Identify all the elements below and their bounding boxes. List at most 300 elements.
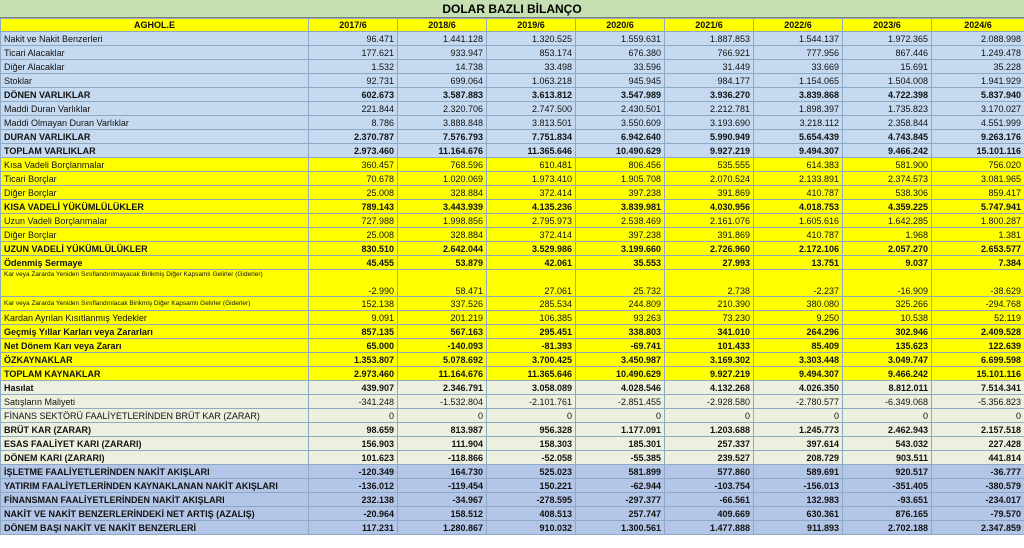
- value-cell[interactable]: 441.814: [932, 451, 1024, 465]
- row-label[interactable]: Diğer Borçlar: [1, 228, 309, 242]
- value-cell[interactable]: 45.455: [309, 256, 398, 270]
- value-cell[interactable]: 1.353.807: [309, 353, 398, 367]
- row-label[interactable]: ESAS FAALİYET KARI (ZARARI): [1, 437, 309, 451]
- value-cell[interactable]: -69.741: [576, 339, 665, 353]
- value-cell[interactable]: 397.238: [576, 228, 665, 242]
- value-cell[interactable]: 239.527: [665, 451, 754, 465]
- value-cell[interactable]: 4.028.546: [576, 381, 665, 395]
- value-cell[interactable]: 2.157.518: [932, 423, 1024, 437]
- value-cell[interactable]: 3.443.939: [398, 200, 487, 214]
- value-cell[interactable]: -120.349: [309, 465, 398, 479]
- year-header[interactable]: 2019/6: [487, 19, 576, 32]
- row-label[interactable]: Diğer Borçlar: [1, 186, 309, 200]
- value-cell[interactable]: 984.177: [665, 74, 754, 88]
- row-label[interactable]: Nakit ve Nakit Benzerleri: [1, 32, 309, 46]
- value-cell[interactable]: 35.228: [932, 60, 1024, 74]
- value-cell[interactable]: 1.800.287: [932, 214, 1024, 228]
- value-cell[interactable]: 92.731: [309, 74, 398, 88]
- value-cell[interactable]: 111.904: [398, 437, 487, 451]
- value-cell[interactable]: 9.466.242: [843, 367, 932, 381]
- value-cell[interactable]: 1.381: [932, 228, 1024, 242]
- value-cell[interactable]: 699.064: [398, 74, 487, 88]
- row-label[interactable]: Kar veya Zararda Yeniden Sınıflandırılacak Birikmiş Diğer Kapsamlı Gelirler (Giderler): [1, 297, 309, 311]
- value-cell[interactable]: 98.659: [309, 423, 398, 437]
- value-cell[interactable]: 408.513: [487, 507, 576, 521]
- value-cell[interactable]: 2.795.973: [487, 214, 576, 228]
- value-cell[interactable]: 409.669: [665, 507, 754, 521]
- value-cell[interactable]: 0: [665, 409, 754, 423]
- value-cell[interactable]: -1.532.804: [398, 395, 487, 409]
- value-cell[interactable]: 25.008: [309, 228, 398, 242]
- value-cell[interactable]: 813.987: [398, 423, 487, 437]
- value-cell[interactable]: 2.462.943: [843, 423, 932, 437]
- value-cell[interactable]: 525.023: [487, 465, 576, 479]
- value-cell[interactable]: -380.579: [932, 479, 1024, 493]
- value-cell[interactable]: 338.803: [576, 325, 665, 339]
- value-cell[interactable]: 3.700.425: [487, 353, 576, 367]
- value-cell[interactable]: -294.768: [932, 297, 1024, 311]
- value-cell[interactable]: 945.945: [576, 74, 665, 88]
- value-cell[interactable]: 1.441.128: [398, 32, 487, 46]
- value-cell[interactable]: 0: [843, 409, 932, 423]
- value-cell[interactable]: 2.172.106: [754, 242, 843, 256]
- value-cell[interactable]: 911.893: [754, 521, 843, 535]
- value-cell[interactable]: 208.729: [754, 451, 843, 465]
- value-cell[interactable]: 857.135: [309, 325, 398, 339]
- row-label[interactable]: DÖNEN VARLIKLAR: [1, 88, 309, 102]
- value-cell[interactable]: 2.738: [665, 270, 754, 297]
- value-cell[interactable]: 630.361: [754, 507, 843, 521]
- value-cell[interactable]: 391.869: [665, 186, 754, 200]
- value-cell[interactable]: 52.119: [932, 311, 1024, 325]
- value-cell[interactable]: 58.471: [398, 270, 487, 297]
- value-cell[interactable]: 2.726.960: [665, 242, 754, 256]
- value-cell[interactable]: 806.456: [576, 158, 665, 172]
- value-cell[interactable]: 3.813.501: [487, 116, 576, 130]
- value-cell[interactable]: 535.555: [665, 158, 754, 172]
- value-cell[interactable]: 910.032: [487, 521, 576, 535]
- row-label[interactable]: Stoklar: [1, 74, 309, 88]
- row-label[interactable]: Diğer Alacaklar: [1, 60, 309, 74]
- value-cell[interactable]: 150.221: [487, 479, 576, 493]
- row-label[interactable]: Ticari Borçlar: [1, 172, 309, 186]
- value-cell[interactable]: 2.642.044: [398, 242, 487, 256]
- value-cell[interactable]: 3.550.609: [576, 116, 665, 130]
- value-cell[interactable]: 410.787: [754, 228, 843, 242]
- row-label[interactable]: Ticari Alacaklar: [1, 46, 309, 60]
- value-cell[interactable]: -2.237: [754, 270, 843, 297]
- value-cell[interactable]: 2.374.573: [843, 172, 932, 186]
- value-cell[interactable]: 70.678: [309, 172, 398, 186]
- value-cell[interactable]: 5.654.439: [754, 130, 843, 144]
- value-cell[interactable]: 777.956: [754, 46, 843, 60]
- value-cell[interactable]: 3.199.660: [576, 242, 665, 256]
- value-cell[interactable]: -20.964: [309, 507, 398, 521]
- value-cell[interactable]: 3.058.089: [487, 381, 576, 395]
- value-cell[interactable]: 380.080: [754, 297, 843, 311]
- row-label[interactable]: İŞLETME FAALİYETLERİNDEN NAKİT AKIŞLARI: [1, 465, 309, 479]
- value-cell[interactable]: 0: [398, 409, 487, 423]
- value-cell[interactable]: 9.927.219: [665, 367, 754, 381]
- value-cell[interactable]: 3.081.965: [932, 172, 1024, 186]
- value-cell[interactable]: 5.747.941: [932, 200, 1024, 214]
- value-cell[interactable]: 0: [576, 409, 665, 423]
- row-label[interactable]: BRÜT KAR (ZARAR): [1, 423, 309, 437]
- value-cell[interactable]: 2.358.844: [843, 116, 932, 130]
- value-cell[interactable]: 676.380: [576, 46, 665, 60]
- value-cell[interactable]: -297.377: [576, 493, 665, 507]
- value-cell[interactable]: 372.414: [487, 228, 576, 242]
- value-cell[interactable]: 2.653.577: [932, 242, 1024, 256]
- value-cell[interactable]: 4.359.225: [843, 200, 932, 214]
- value-cell[interactable]: 14.738: [398, 60, 487, 74]
- value-cell[interactable]: 867.446: [843, 46, 932, 60]
- value-cell[interactable]: 3.839.868: [754, 88, 843, 102]
- value-cell[interactable]: 756.020: [932, 158, 1024, 172]
- value-cell[interactable]: 3.193.690: [665, 116, 754, 130]
- value-cell[interactable]: 0: [754, 409, 843, 423]
- value-cell[interactable]: -38.629: [932, 270, 1024, 297]
- value-cell[interactable]: 439.907: [309, 381, 398, 395]
- value-cell[interactable]: 2.973.460: [309, 367, 398, 381]
- value-cell[interactable]: 2.320.706: [398, 102, 487, 116]
- value-cell[interactable]: 156.903: [309, 437, 398, 451]
- value-cell[interactable]: -2.928.580: [665, 395, 754, 409]
- value-cell[interactable]: 2.409.528: [932, 325, 1024, 339]
- value-cell[interactable]: 1.972.365: [843, 32, 932, 46]
- row-label[interactable]: Uzun Vadeli Borçlanmalar: [1, 214, 309, 228]
- value-cell[interactable]: 602.673: [309, 88, 398, 102]
- value-cell[interactable]: 3.936.270: [665, 88, 754, 102]
- value-cell[interactable]: 1.249.478: [932, 46, 1024, 60]
- value-cell[interactable]: 2.161.076: [665, 214, 754, 228]
- value-cell[interactable]: -55.385: [576, 451, 665, 465]
- value-cell[interactable]: 27.993: [665, 256, 754, 270]
- value-cell[interactable]: -2.101.761: [487, 395, 576, 409]
- value-cell[interactable]: 4.018.753: [754, 200, 843, 214]
- value-cell[interactable]: 85.409: [754, 339, 843, 353]
- value-cell[interactable]: 3.547.989: [576, 88, 665, 102]
- value-cell[interactable]: -52.058: [487, 451, 576, 465]
- value-cell[interactable]: 1.898.397: [754, 102, 843, 116]
- row-label[interactable]: KISA VADELİ YÜKÜMLÜLÜKLER: [1, 200, 309, 214]
- value-cell[interactable]: 158.512: [398, 507, 487, 521]
- value-cell[interactable]: 567.163: [398, 325, 487, 339]
- value-cell[interactable]: 5.078.692: [398, 353, 487, 367]
- value-cell[interactable]: -62.944: [576, 479, 665, 493]
- value-cell[interactable]: 1.998.856: [398, 214, 487, 228]
- value-cell[interactable]: 302.946: [843, 325, 932, 339]
- value-cell[interactable]: 4.135.236: [487, 200, 576, 214]
- year-header[interactable]: 2024/6: [932, 19, 1024, 32]
- value-cell[interactable]: 1.504.008: [843, 74, 932, 88]
- value-cell[interactable]: -119.454: [398, 479, 487, 493]
- value-cell[interactable]: 2.430.501: [576, 102, 665, 116]
- value-cell[interactable]: 2.212.781: [665, 102, 754, 116]
- value-cell[interactable]: 10.490.629: [576, 144, 665, 158]
- value-cell[interactable]: 9.494.307: [754, 367, 843, 381]
- value-cell[interactable]: 11.365.646: [487, 144, 576, 158]
- value-cell[interactable]: 101.623: [309, 451, 398, 465]
- value-cell[interactable]: 5.837.940: [932, 88, 1024, 102]
- value-cell[interactable]: 27.061: [487, 270, 576, 297]
- value-cell[interactable]: 227.428: [932, 437, 1024, 451]
- value-cell[interactable]: 1.300.561: [576, 521, 665, 535]
- value-cell[interactable]: 6.942.640: [576, 130, 665, 144]
- value-cell[interactable]: 201.219: [398, 311, 487, 325]
- value-cell[interactable]: 152.138: [309, 297, 398, 311]
- value-cell[interactable]: 1.559.631: [576, 32, 665, 46]
- value-cell[interactable]: 3.303.448: [754, 353, 843, 367]
- value-cell[interactable]: -118.866: [398, 451, 487, 465]
- row-label[interactable]: Ödenmiş Sermaye: [1, 256, 309, 270]
- value-cell[interactable]: 1.973.410: [487, 172, 576, 186]
- row-label[interactable]: ÖZKAYNAKLAR: [1, 353, 309, 367]
- value-cell[interactable]: 328.884: [398, 228, 487, 242]
- value-cell[interactable]: 610.481: [487, 158, 576, 172]
- value-cell[interactable]: 3.839.981: [576, 200, 665, 214]
- value-cell[interactable]: 117.231: [309, 521, 398, 535]
- value-cell[interactable]: 3.587.883: [398, 88, 487, 102]
- value-cell[interactable]: 5.990.949: [665, 130, 754, 144]
- value-cell[interactable]: 93.263: [576, 311, 665, 325]
- value-cell[interactable]: -16.909: [843, 270, 932, 297]
- value-cell[interactable]: 9.494.307: [754, 144, 843, 158]
- value-cell[interactable]: 7.384: [932, 256, 1024, 270]
- value-cell[interactable]: 3.049.747: [843, 353, 932, 367]
- value-cell[interactable]: 4.551.999: [932, 116, 1024, 130]
- value-cell[interactable]: 42.061: [487, 256, 576, 270]
- value-cell[interactable]: 397.614: [754, 437, 843, 451]
- value-cell[interactable]: 3.529.986: [487, 242, 576, 256]
- row-label[interactable]: Kardan Ayrılan Kısıtlanmış Yedekler: [1, 311, 309, 325]
- value-cell[interactable]: 0: [932, 409, 1024, 423]
- value-cell[interactable]: 15.691: [843, 60, 932, 74]
- value-cell[interactable]: 1.320.525: [487, 32, 576, 46]
- value-cell[interactable]: 4.026.350: [754, 381, 843, 395]
- value-cell[interactable]: 589.691: [754, 465, 843, 479]
- row-label[interactable]: FİNANSMAN FAALİYETLERİNDEN NAKİT AKIŞLARI: [1, 493, 309, 507]
- value-cell[interactable]: 7.576.793: [398, 130, 487, 144]
- value-cell[interactable]: 65.000: [309, 339, 398, 353]
- row-label[interactable]: FİNANS SEKTÖRÜ FAALİYETLERİNDEN BRÜT KAR (ZARAR): [1, 409, 309, 423]
- value-cell[interactable]: 2.973.460: [309, 144, 398, 158]
- value-cell[interactable]: 1.905.708: [576, 172, 665, 186]
- value-cell[interactable]: -66.561: [665, 493, 754, 507]
- value-cell[interactable]: 73.230: [665, 311, 754, 325]
- value-cell[interactable]: 2.088.998: [932, 32, 1024, 46]
- value-cell[interactable]: 11.365.646: [487, 367, 576, 381]
- row-label[interactable]: Net Dönem Karı veya Zararı: [1, 339, 309, 353]
- value-cell[interactable]: -278.595: [487, 493, 576, 507]
- value-cell[interactable]: 10.490.629: [576, 367, 665, 381]
- value-cell[interactable]: 8.812.011: [843, 381, 932, 395]
- value-cell[interactable]: 158.303: [487, 437, 576, 451]
- value-cell[interactable]: 581.900: [843, 158, 932, 172]
- value-cell[interactable]: 2.133.891: [754, 172, 843, 186]
- value-cell[interactable]: -351.405: [843, 479, 932, 493]
- value-cell[interactable]: 859.417: [932, 186, 1024, 200]
- value-cell[interactable]: -103.754: [665, 479, 754, 493]
- value-cell[interactable]: 10.538: [843, 311, 932, 325]
- year-header[interactable]: 2018/6: [398, 19, 487, 32]
- value-cell[interactable]: 1.968: [843, 228, 932, 242]
- value-cell[interactable]: 135.623: [843, 339, 932, 353]
- value-cell[interactable]: -34.967: [398, 493, 487, 507]
- value-cell[interactable]: 1.177.091: [576, 423, 665, 437]
- value-cell[interactable]: 244.809: [576, 297, 665, 311]
- value-cell[interactable]: 614.383: [754, 158, 843, 172]
- year-header[interactable]: 2021/6: [665, 19, 754, 32]
- value-cell[interactable]: 1.203.688: [665, 423, 754, 437]
- ticker-cell[interactable]: AGHOL.E: [1, 19, 309, 32]
- value-cell[interactable]: 325.266: [843, 297, 932, 311]
- value-cell[interactable]: -93.651: [843, 493, 932, 507]
- value-cell[interactable]: 1.063.218: [487, 74, 576, 88]
- value-cell[interactable]: -5.356.823: [932, 395, 1024, 409]
- value-cell[interactable]: 11.164.676: [398, 144, 487, 158]
- value-cell[interactable]: 7.514.341: [932, 381, 1024, 395]
- year-header[interactable]: 2022/6: [754, 19, 843, 32]
- value-cell[interactable]: 328.884: [398, 186, 487, 200]
- value-cell[interactable]: 4.030.956: [665, 200, 754, 214]
- value-cell[interactable]: -6.349.068: [843, 395, 932, 409]
- value-cell[interactable]: 132.983: [754, 493, 843, 507]
- value-cell[interactable]: 789.143: [309, 200, 398, 214]
- value-cell[interactable]: 830.510: [309, 242, 398, 256]
- value-cell[interactable]: 1.544.137: [754, 32, 843, 46]
- value-cell[interactable]: 122.639: [932, 339, 1024, 353]
- value-cell[interactable]: 13.751: [754, 256, 843, 270]
- value-cell[interactable]: 1.532: [309, 60, 398, 74]
- value-cell[interactable]: 853.174: [487, 46, 576, 60]
- value-cell[interactable]: 264.296: [754, 325, 843, 339]
- value-cell[interactable]: 2.346.791: [398, 381, 487, 395]
- value-cell[interactable]: 106.385: [487, 311, 576, 325]
- value-cell[interactable]: 360.457: [309, 158, 398, 172]
- value-cell[interactable]: 1.154.065: [754, 74, 843, 88]
- value-cell[interactable]: 1.941.929: [932, 74, 1024, 88]
- value-cell[interactable]: 397.238: [576, 186, 665, 200]
- value-cell[interactable]: 101.433: [665, 339, 754, 353]
- row-label[interactable]: DURAN VARLIKLAR: [1, 130, 309, 144]
- value-cell[interactable]: -79.570: [932, 507, 1024, 521]
- value-cell[interactable]: 581.899: [576, 465, 665, 479]
- value-cell[interactable]: 2.347.859: [932, 521, 1024, 535]
- value-cell[interactable]: 4.743.845: [843, 130, 932, 144]
- value-cell[interactable]: 15.101.116: [932, 144, 1024, 158]
- value-cell[interactable]: 9.466.242: [843, 144, 932, 158]
- value-cell[interactable]: 0: [309, 409, 398, 423]
- value-cell[interactable]: 410.787: [754, 186, 843, 200]
- year-header[interactable]: 2020/6: [576, 19, 665, 32]
- value-cell[interactable]: 933.947: [398, 46, 487, 60]
- value-cell[interactable]: 7.751.834: [487, 130, 576, 144]
- row-label[interactable]: Maddi Duran Varlıklar: [1, 102, 309, 116]
- value-cell[interactable]: 96.471: [309, 32, 398, 46]
- value-cell[interactable]: 2.070.524: [665, 172, 754, 186]
- value-cell[interactable]: 543.032: [843, 437, 932, 451]
- value-cell[interactable]: 33.669: [754, 60, 843, 74]
- value-cell[interactable]: 1.245.773: [754, 423, 843, 437]
- year-header[interactable]: 2023/6: [843, 19, 932, 32]
- value-cell[interactable]: 2.538.469: [576, 214, 665, 228]
- value-cell[interactable]: 2.370.787: [309, 130, 398, 144]
- value-cell[interactable]: -156.013: [754, 479, 843, 493]
- row-label[interactable]: DÖNEM BAŞI NAKİT VE NAKİT BENZERLERİ: [1, 521, 309, 535]
- value-cell[interactable]: 3.613.812: [487, 88, 576, 102]
- value-cell[interactable]: 177.621: [309, 46, 398, 60]
- value-cell[interactable]: -140.093: [398, 339, 487, 353]
- value-cell[interactable]: 391.869: [665, 228, 754, 242]
- value-cell[interactable]: 1.280.867: [398, 521, 487, 535]
- row-label[interactable]: Satışların Maliyeti: [1, 395, 309, 409]
- value-cell[interactable]: -2.851.455: [576, 395, 665, 409]
- row-label[interactable]: YATIRIM FAALİYETLERİNDEN KAYNAKLANAN NAKİT AKIŞLARI: [1, 479, 309, 493]
- row-label[interactable]: Maddi Olmayan Duran Varlıklar: [1, 116, 309, 130]
- value-cell[interactable]: 210.390: [665, 297, 754, 311]
- value-cell[interactable]: 538.306: [843, 186, 932, 200]
- value-cell[interactable]: 903.511: [843, 451, 932, 465]
- value-cell[interactable]: 221.844: [309, 102, 398, 116]
- value-cell[interactable]: 337.526: [398, 297, 487, 311]
- value-cell[interactable]: 4.722.398: [843, 88, 932, 102]
- value-cell[interactable]: 1.735.823: [843, 102, 932, 116]
- value-cell[interactable]: 11.164.676: [398, 367, 487, 381]
- value-cell[interactable]: -36.777: [932, 465, 1024, 479]
- value-cell[interactable]: 1.605.616: [754, 214, 843, 228]
- value-cell[interactable]: -136.012: [309, 479, 398, 493]
- value-cell[interactable]: 295.451: [487, 325, 576, 339]
- value-cell[interactable]: 9.250: [754, 311, 843, 325]
- value-cell[interactable]: 2.057.270: [843, 242, 932, 256]
- value-cell[interactable]: 3.170.027: [932, 102, 1024, 116]
- value-cell[interactable]: 766.921: [665, 46, 754, 60]
- value-cell[interactable]: 25.008: [309, 186, 398, 200]
- row-label[interactable]: Geçmiş Yıllar Karları veya Zararları: [1, 325, 309, 339]
- value-cell[interactable]: 15.101.116: [932, 367, 1024, 381]
- value-cell[interactable]: 33.596: [576, 60, 665, 74]
- row-label[interactable]: DÖNEM KARI (ZARARI): [1, 451, 309, 465]
- row-label[interactable]: TOPLAM VARLIKLAR: [1, 144, 309, 158]
- value-cell[interactable]: -81.393: [487, 339, 576, 353]
- value-cell[interactable]: 164.730: [398, 465, 487, 479]
- value-cell[interactable]: 372.414: [487, 186, 576, 200]
- value-cell[interactable]: 185.301: [576, 437, 665, 451]
- value-cell[interactable]: 31.449: [665, 60, 754, 74]
- value-cell[interactable]: 3.450.987: [576, 353, 665, 367]
- value-cell[interactable]: 35.553: [576, 256, 665, 270]
- value-cell[interactable]: 341.010: [665, 325, 754, 339]
- value-cell[interactable]: 727.988: [309, 214, 398, 228]
- row-label[interactable]: UZUN VADELİ YÜKÜMLÜLÜKLER: [1, 242, 309, 256]
- value-cell[interactable]: 8.786: [309, 116, 398, 130]
- value-cell[interactable]: 956.328: [487, 423, 576, 437]
- value-cell[interactable]: -341.248: [309, 395, 398, 409]
- value-cell[interactable]: 9.037: [843, 256, 932, 270]
- value-cell[interactable]: 257.747: [576, 507, 665, 521]
- value-cell[interactable]: -234.017: [932, 493, 1024, 507]
- row-label[interactable]: Hasılat: [1, 381, 309, 395]
- value-cell[interactable]: 1.642.285: [843, 214, 932, 228]
- value-cell[interactable]: 876.165: [843, 507, 932, 521]
- value-cell[interactable]: 3.888.848: [398, 116, 487, 130]
- value-cell[interactable]: 257.337: [665, 437, 754, 451]
- value-cell[interactable]: 768.596: [398, 158, 487, 172]
- year-header[interactable]: 2017/6: [309, 19, 398, 32]
- value-cell[interactable]: 920.517: [843, 465, 932, 479]
- value-cell[interactable]: 285.534: [487, 297, 576, 311]
